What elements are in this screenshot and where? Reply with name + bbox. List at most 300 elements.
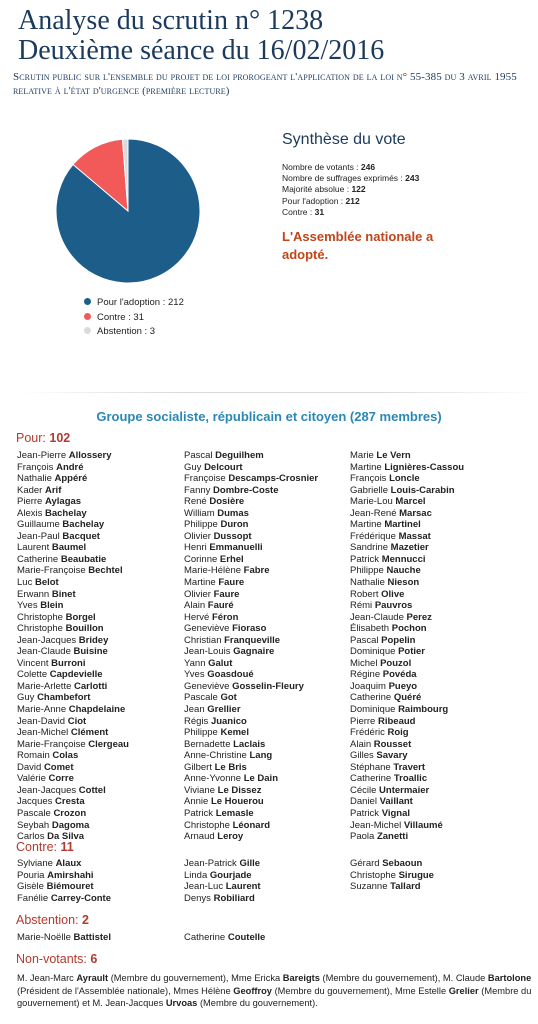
deputy-name[interactable] — [17, 716, 129, 728]
deputy-name[interactable] — [17, 796, 129, 808]
deputy-first-name: Marie-Françoise — [17, 565, 89, 577]
stat-value: 122 — [351, 184, 366, 195]
nonvotant-name[interactable]: Bartolone — [487, 973, 532, 983]
stat-label: Contre : — [282, 206, 315, 217]
deputy-last-name: Fabre — [243, 565, 270, 577]
deputy-last-name: Beaubatie — [60, 553, 107, 565]
legend-item-abstention[interactable] — [84, 325, 155, 338]
deputy-first-name: Philippe — [184, 519, 221, 531]
deputy-name[interactable] — [17, 893, 111, 905]
deputy-first-name: Marie-Hélène — [184, 565, 244, 577]
nonvotants-count: 6 — [90, 952, 98, 966]
deputy-first-name: Guy — [184, 461, 205, 473]
deputy-first-name: Olivier — [184, 588, 214, 600]
deputy-last-name: Roig — [387, 727, 409, 739]
deputy-last-name: Untermaier — [379, 784, 430, 796]
deputy-name[interactable] — [350, 870, 434, 882]
deputy-name[interactable] — [184, 893, 261, 905]
deputy-last-name: Borgel — [65, 611, 96, 623]
deputy-last-name: Martinel — [384, 519, 421, 531]
deputy-last-name: Marcel — [395, 496, 426, 508]
deputy-first-name: Frédérique — [350, 530, 399, 542]
deputy-first-name: David — [17, 761, 44, 773]
deputy-first-name: Jean-René — [350, 507, 400, 519]
deputy-name[interactable] — [350, 519, 464, 531]
deputy-last-name: Appéré — [54, 473, 88, 485]
deputy-name[interactable] — [350, 716, 464, 728]
legend-contre-label: Contre : 31 — [97, 312, 144, 323]
deputy-first-name: Christophe — [17, 611, 66, 623]
deputy-last-name: Bridey — [78, 634, 109, 646]
deputy-last-name: Vignal — [381, 807, 411, 819]
deputy-last-name: Cresta — [55, 796, 85, 808]
scrutin-subtitle: Scrutin public sur l'ensemble du projet de loi prorogeant l'application de la loi n° 55-385 du 3 avril 1955 relative à l'état d'urgence (première lecture) — [13, 71, 517, 97]
deputy-last-name: Le Dissez — [217, 784, 262, 796]
stat-value: 243 — [405, 173, 420, 184]
deputy-name[interactable] — [184, 785, 318, 797]
deputy-name[interactable] — [17, 785, 129, 797]
nonvotant-name[interactable]: Urvoas — [165, 998, 198, 1009]
legend-item-contre[interactable] — [84, 311, 144, 324]
deputy-last-name: André — [56, 461, 84, 473]
deputy-name[interactable] — [350, 542, 464, 554]
deputy-first-name: Dominique — [350, 646, 399, 658]
deputy-name[interactable] — [184, 704, 318, 716]
abstention-label: Abstention: — [16, 913, 79, 927]
deputy-name[interactable] — [350, 739, 464, 751]
deputy-last-name: Battistel — [73, 932, 111, 943]
deputy-name[interactable] — [184, 589, 318, 601]
deputy-last-name: Ciot — [67, 715, 87, 727]
deputy-first-name: Jacques — [17, 796, 56, 808]
deputy-last-name: Binet — [51, 588, 76, 600]
deputy-last-name: Pouzol — [380, 657, 412, 669]
stat-value: 246 — [360, 162, 376, 172]
deputy-first-name: Gilbert — [184, 761, 215, 773]
deputy-name[interactable] — [350, 820, 464, 832]
deputy-name[interactable] — [350, 577, 464, 589]
deputy-name[interactable] — [17, 692, 129, 704]
deputy-name[interactable] — [17, 612, 129, 624]
deputy-first-name: Cécile — [350, 784, 380, 796]
deputy-first-name: Nathalie — [350, 577, 388, 589]
deputy-name[interactable] — [184, 542, 318, 554]
deputy-last-name: Belot — [34, 577, 59, 589]
deputy-last-name: Quéré — [393, 692, 422, 704]
deputy-first-name: Annie — [184, 796, 211, 808]
deputy-last-name: Raimbourg — [398, 704, 449, 716]
deputy-name[interactable] — [184, 831, 318, 843]
pour-column-3 — [350, 450, 464, 843]
deputy-first-name: Christophe — [184, 819, 233, 831]
stat-row — [282, 162, 419, 173]
deputy-first-name: Henri — [184, 542, 210, 554]
deputy-first-name: Valérie — [17, 773, 49, 785]
deputy-last-name: Faure — [218, 577, 245, 589]
stat-value: 212 — [345, 195, 360, 206]
deputy-name[interactable] — [350, 462, 464, 474]
deputy-last-name: Allossery — [68, 450, 112, 461]
stat-label: Nombre de suffrages exprimés : — [282, 173, 406, 184]
deputy-name[interactable] — [17, 531, 129, 543]
deputy-name[interactable] — [350, 681, 464, 693]
deputy-first-name: Jean-Claude — [350, 611, 407, 623]
deputy-name[interactable] — [350, 692, 464, 704]
deputy-last-name: Villaumé — [403, 819, 443, 831]
deputy-name[interactable] — [350, 658, 464, 670]
deputy-first-name: Jean-Patrick — [184, 858, 240, 869]
deputy-last-name: Sebaoun — [382, 858, 423, 869]
deputy-last-name: Popelin — [381, 634, 416, 646]
nonvotant-name[interactable]: Geoffroy — [233, 985, 272, 996]
pour-label: Pour: — [16, 431, 46, 445]
deputy-first-name: Nathalie — [17, 473, 55, 485]
stat-value: 31 — [314, 206, 325, 217]
deputy-last-name: Troallic — [393, 773, 428, 785]
deputy-first-name: Jean-Luc — [184, 881, 226, 893]
deputy-first-name: Marie-Françoise — [17, 738, 89, 750]
deputy-name[interactable] — [17, 773, 129, 785]
deputy-first-name: Guillaume — [17, 519, 63, 531]
deputy-first-name: Sylviane — [17, 858, 56, 869]
deputy-first-name: Pouria — [17, 869, 48, 881]
deputy-name[interactable] — [184, 565, 318, 577]
deputy-last-name: Descamps-Crosnier — [228, 473, 319, 485]
deputy-first-name: Jean-Louis — [184, 646, 234, 658]
deputy-name[interactable] — [184, 508, 318, 520]
abstention-count: 2 — [82, 913, 89, 927]
deputy-name[interactable] — [184, 739, 318, 751]
deputy-name[interactable] — [184, 870, 261, 882]
deputy-last-name: Pauvros — [374, 600, 413, 612]
pour-count: 102 — [49, 431, 71, 445]
deputy-name[interactable] — [17, 881, 111, 893]
deputy-last-name: Coutelle — [227, 932, 266, 943]
deputy-last-name: Rousset — [373, 738, 412, 750]
deputy-last-name: Blein — [40, 600, 64, 612]
deputy-name[interactable] — [350, 727, 464, 739]
deputy-name[interactable] — [17, 462, 129, 474]
nonvotants-label: Non-votants: — [16, 952, 87, 966]
stat-label: Nombre de votants : — [282, 162, 361, 172]
contre-count: 11 — [60, 840, 74, 854]
deputy-name[interactable] — [350, 623, 464, 635]
deputy-name[interactable] — [184, 519, 318, 531]
deputy-first-name: Patrick — [350, 553, 382, 565]
deputy-name[interactable] — [17, 589, 129, 601]
deputy-first-name: Linda — [184, 869, 210, 881]
deputy-name[interactable] — [17, 635, 129, 647]
deputy-name[interactable] — [350, 881, 434, 893]
deputy-last-name: Biémouret — [46, 881, 94, 893]
deputy-first-name: Martine — [350, 461, 385, 473]
deputy-last-name: Alaux — [55, 858, 82, 869]
deputy-first-name: William — [184, 507, 218, 519]
deputy-last-name: Povéda — [382, 669, 417, 681]
deputy-name[interactable] — [184, 450, 318, 462]
deputy-last-name: Travert — [393, 761, 426, 773]
deputy-first-name: Geneviève — [184, 623, 233, 635]
deputy-name[interactable] — [184, 462, 318, 474]
deputy-last-name: Louis-Carabin — [390, 484, 455, 496]
pour-heading — [16, 431, 70, 445]
deputy-first-name: Christophe — [17, 623, 66, 635]
vote-pie-chart — [54, 137, 202, 285]
page-title: Analyse du scrutin n° 1238 — [18, 5, 324, 36]
deputy-last-name: Capdevielle — [49, 669, 103, 681]
deputy-first-name: Corinne — [184, 553, 220, 565]
deputy-first-name: Seybah — [17, 819, 52, 831]
deputy-name[interactable] — [184, 932, 265, 944]
legend-pour-swatch — [84, 298, 91, 305]
deputy-last-name: Duron — [220, 519, 249, 531]
deputy-name[interactable] — [17, 496, 129, 508]
deputy-first-name: Marie — [350, 450, 377, 461]
deputy-name[interactable] — [17, 808, 129, 820]
deputy-first-name: Romain — [17, 750, 53, 762]
synthese-title: Synthèse du vote — [282, 131, 406, 148]
contre-column-2 — [184, 858, 261, 904]
deputy-name[interactable] — [184, 669, 318, 681]
deputy-name[interactable] — [17, 870, 111, 882]
deputy-last-name: Bouillon — [65, 623, 104, 635]
deputy-name[interactable] — [17, 600, 129, 612]
nonvotant-name[interactable]: Ayrault — [76, 973, 109, 983]
deputy-name[interactable] — [17, 681, 129, 693]
deputy-name[interactable] — [184, 773, 318, 785]
deputy-last-name: Deguilhem — [215, 450, 264, 461]
deputy-first-name: Frédéric — [350, 727, 388, 739]
deputy-first-name: Catherine — [17, 553, 61, 565]
group-title: Groupe socialiste, républicain et citoyen (287 membres) — [96, 409, 442, 424]
deputy-first-name: Jean-Claude — [17, 646, 74, 658]
deputy-first-name: François — [350, 473, 390, 485]
deputy-name[interactable] — [184, 716, 318, 728]
deputy-last-name: Gagnaire — [233, 646, 275, 658]
deputy-name[interactable] — [184, 600, 318, 612]
deputy-name[interactable] — [350, 635, 464, 647]
deputy-last-name: Buisine — [73, 646, 108, 658]
vote-stats — [282, 162, 419, 218]
deputy-name[interactable] — [350, 762, 464, 774]
deputy-first-name: Guy — [17, 692, 38, 704]
deputy-last-name: Amirshahi — [47, 869, 94, 881]
deputy-name[interactable] — [350, 773, 464, 785]
deputy-name[interactable] — [350, 669, 464, 681]
deputy-last-name: Laclais — [233, 738, 266, 750]
deputy-last-name: Emmanuelli — [209, 542, 263, 554]
deputy-last-name: Vaillant — [379, 796, 413, 808]
deputy-name[interactable] — [350, 831, 464, 843]
deputy-last-name: Comet — [43, 761, 74, 773]
nonvotant-name[interactable]: Grelier — [448, 985, 479, 996]
deputy-name[interactable] — [184, 796, 318, 808]
deputy-first-name: Jean-David — [17, 715, 68, 727]
deputy-name[interactable] — [17, 858, 111, 870]
deputy-name[interactable] — [350, 508, 464, 520]
abstention-column-1 — [17, 932, 111, 944]
deputy-name[interactable] — [184, 692, 318, 704]
deputy-name[interactable] — [350, 785, 464, 797]
deputy-first-name: Pascal — [350, 634, 382, 646]
deputy-name[interactable] — [184, 612, 318, 624]
deputy-first-name: Alexis — [17, 507, 45, 519]
deputy-name[interactable] — [17, 704, 129, 716]
deputy-name[interactable] — [350, 858, 434, 870]
deputy-last-name: Gille — [239, 858, 261, 869]
deputy-name[interactable] — [350, 646, 464, 658]
deputy-last-name: Léonard — [232, 819, 271, 831]
deputy-first-name: Marie-Arlette — [17, 680, 75, 692]
legend-pour-label: Pour l'adoption : 212 — [97, 297, 184, 308]
deputy-last-name: Carlotti — [74, 680, 108, 692]
deputy-name[interactable] — [184, 635, 318, 647]
deputy-name[interactable] — [17, 450, 129, 462]
deputy-first-name: Anne-Christine — [184, 750, 250, 762]
stat-row — [282, 184, 419, 195]
deputy-name[interactable] — [17, 762, 129, 774]
deputy-name[interactable] — [350, 554, 464, 566]
deputy-last-name: Zanetti — [376, 831, 409, 843]
deputy-first-name: Colette — [17, 669, 50, 681]
deputy-last-name: Goasdoué — [207, 669, 254, 681]
deputy-first-name: Robert — [350, 588, 382, 600]
deputy-last-name: Faure — [213, 588, 240, 600]
deputy-name[interactable] — [17, 658, 129, 670]
deputy-name[interactable] — [17, 508, 129, 520]
deputy-first-name: Geneviève — [184, 680, 233, 692]
deputy-last-name: Robiliard — [213, 892, 255, 904]
deputy-name[interactable] — [184, 881, 261, 893]
deputy-last-name: Tallard — [390, 881, 421, 893]
deputy-last-name: Clergeau — [88, 738, 129, 750]
deputy-name[interactable] — [350, 589, 464, 601]
deputy-last-name: Lang — [249, 750, 273, 762]
contre-column-3 — [350, 858, 434, 893]
deputy-name[interactable] — [184, 820, 318, 832]
deputy-name[interactable] — [184, 727, 318, 739]
deputy-name[interactable] — [350, 612, 464, 624]
abstention-heading — [16, 913, 89, 927]
contre-column-1 — [17, 858, 111, 904]
deputy-last-name: Sirugue — [398, 869, 434, 881]
deputy-last-name: Massat — [398, 530, 431, 542]
deputy-name[interactable] — [350, 808, 464, 820]
deputy-name[interactable] — [184, 808, 318, 820]
deputy-first-name: Patrick — [184, 807, 216, 819]
deputy-name[interactable] — [17, 750, 129, 762]
deputy-name[interactable] — [184, 858, 261, 870]
deputy-name[interactable] — [17, 565, 129, 577]
deputy-name[interactable] — [17, 727, 129, 739]
deputy-name[interactable] — [17, 669, 129, 681]
deputy-name[interactable] — [184, 646, 318, 658]
deputy-name[interactable] — [350, 750, 464, 762]
deputy-name[interactable] — [350, 565, 464, 577]
deputy-name[interactable] — [350, 531, 464, 543]
deputy-name[interactable] — [184, 577, 318, 589]
deputy-first-name: Jean-Paul — [17, 530, 63, 542]
deputy-last-name: Chambefort — [37, 692, 91, 704]
deputy-first-name: Paola — [350, 831, 377, 843]
deputy-first-name: Catherine — [350, 692, 394, 704]
deputy-last-name: Crozon — [53, 807, 87, 819]
deputy-name[interactable] — [184, 762, 318, 774]
deputy-name[interactable] — [17, 485, 129, 497]
deputy-first-name: Catherine — [350, 773, 394, 785]
deputy-name[interactable] — [17, 473, 129, 485]
deputy-first-name: Arnaud — [184, 831, 218, 843]
deputy-first-name: Patrick — [350, 807, 382, 819]
deputy-last-name: Lemasle — [215, 807, 254, 819]
deputy-last-name: Galut — [208, 657, 233, 669]
deputy-name[interactable] — [17, 646, 129, 658]
deputy-name[interactable] — [17, 542, 129, 554]
deputy-first-name: Régis — [184, 715, 211, 727]
stat-label: Majorité absolue : — [282, 184, 352, 195]
deputy-first-name: Élisabeth — [350, 623, 392, 635]
deputy-name[interactable] — [17, 519, 129, 531]
deputy-last-name: Carrey-Conte — [50, 892, 111, 904]
nonvotants-heading — [16, 952, 97, 966]
deputy-last-name: Mazetier — [390, 542, 429, 554]
deputy-name[interactable] — [184, 750, 318, 762]
deputy-name[interactable] — [184, 658, 318, 670]
deputy-name[interactable] — [17, 577, 129, 589]
deputy-first-name: Olivier — [184, 530, 214, 542]
abstention-column-2 — [184, 932, 265, 944]
deputy-first-name: Vincent — [17, 657, 52, 669]
deputy-name[interactable] — [17, 932, 111, 944]
deputy-last-name: Laurent — [225, 881, 261, 893]
deputy-last-name: Grellier — [207, 704, 241, 716]
deputy-name[interactable] — [350, 450, 464, 462]
stat-label: Pour l'adoption : — [282, 195, 346, 206]
deputy-name[interactable] — [350, 600, 464, 612]
deputy-name[interactable] — [350, 485, 464, 497]
legend-item-pour[interactable] — [84, 296, 184, 309]
deputy-last-name: Dombre-Coste — [213, 484, 279, 496]
deputy-first-name: François — [17, 461, 57, 473]
contre-heading — [16, 840, 74, 854]
deputy-name[interactable] — [17, 739, 129, 751]
deputy-name[interactable] — [184, 485, 318, 497]
deputy-first-name: Marie-Noëlle — [17, 932, 74, 943]
deputy-name[interactable] — [17, 820, 129, 832]
deputy-last-name: Marsac — [399, 507, 432, 519]
deputy-name[interactable] — [350, 496, 464, 508]
deputy-name[interactable] — [184, 473, 318, 485]
deputy-name[interactable] — [184, 531, 318, 543]
deputy-last-name: Baumel — [51, 542, 87, 554]
deputy-name[interactable] — [184, 496, 318, 508]
deputy-first-name: Marie-Lou — [350, 496, 396, 508]
deputy-first-name: Christophe — [350, 869, 399, 881]
deputy-name[interactable] — [17, 623, 129, 635]
deputy-first-name: Pierre — [17, 496, 45, 508]
deputy-name[interactable] — [350, 704, 464, 716]
deputy-name[interactable] — [184, 623, 318, 635]
deputy-first-name: Philippe — [184, 727, 221, 739]
deputy-first-name: Yann — [184, 657, 209, 669]
stat-row — [282, 196, 419, 207]
nonvotant-name[interactable]: Bareigts — [282, 973, 320, 983]
deputy-name[interactable] — [350, 473, 464, 485]
deputy-name[interactable] — [184, 554, 318, 566]
deputy-name[interactable] — [184, 681, 318, 693]
deputy-name[interactable] — [350, 796, 464, 808]
deputy-name[interactable] — [17, 554, 129, 566]
